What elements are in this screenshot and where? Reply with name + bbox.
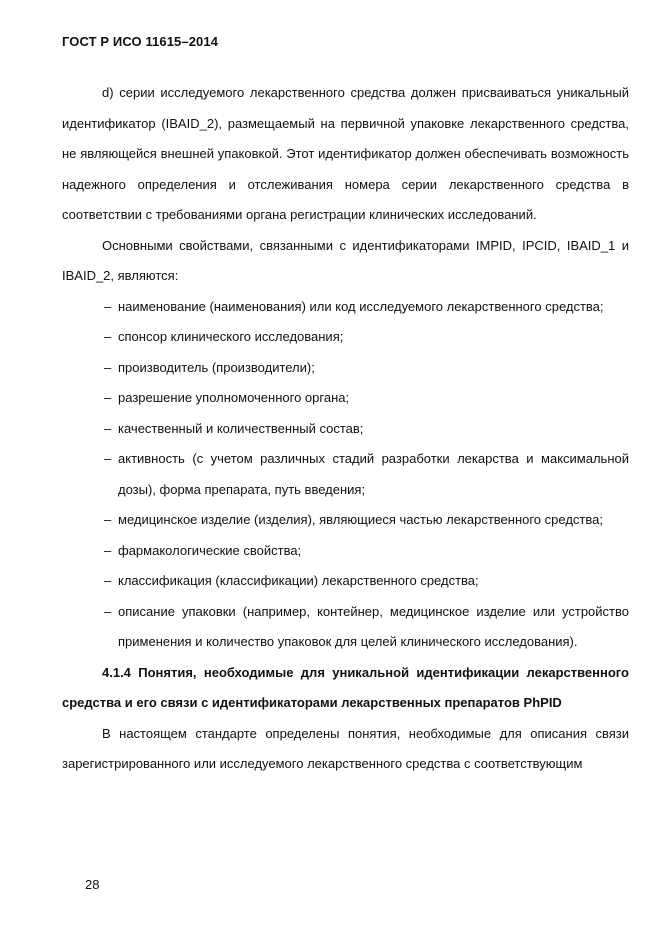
dash-marker: – — [104, 451, 112, 466]
dash-marker: – — [104, 512, 112, 527]
page-number: 28 — [85, 877, 100, 892]
list-item — [62, 353, 629, 384]
properties-list — [62, 292, 629, 658]
document-header: ГОСТ Р ИСО 11615–2014 — [62, 34, 219, 49]
dash-marker: – — [104, 329, 112, 344]
paragraph-d: d) серии исследуемого лекарственного средства должен присваиваться уникальный идентификатор (IBAID_2), размещаемый на первичной упаковке лекарственного средства, не являющейся внешней упаковкой. Этот идентификатор должен обеспечивать возможность надежного определения и отслеживания номера серии лекарственного средства в соответствии с требованиями органа регистрации клинических исследований. — [62, 85, 629, 222]
properties-intro: Основными свойствами, связанными с идентификаторами IMPID, IPCID, IBAID_1 и IBAID_2, являются: — [62, 237, 629, 283]
list-item-text: активность (с учетом различных стадий разработки лекарства и максимальной дозы), форма препарата, путь введения; — [118, 451, 629, 497]
dash-marker: – — [104, 420, 112, 436]
list-item-text: наименование (наименования) или код исследуемого лекарственного средства; — [118, 298, 604, 314]
dash-marker: – — [104, 359, 112, 375]
final-paragraph: В настоящем стандарте определены понятия, необходимые для описания связи зарегистрированного или исследуемого лекарственного средства с соответствующим — [62, 725, 629, 771]
list-item-text: разрешение уполномоченного органа; — [118, 390, 350, 405]
list-item-text: медицинское изделие (изделия), являющиеся частью лекарственного средства; — [118, 512, 603, 527]
dash-marker: – — [104, 603, 112, 619]
list-item-text: фармакологические свойства; — [118, 542, 302, 558]
section-heading: 4.1.4 Понятия, необходимые для уникальной идентификации лекарственного средства и его связи с идентификаторами лекарственных препаратов PhPID — [62, 664, 629, 710]
list-item — [62, 322, 629, 353]
list-item — [62, 292, 629, 323]
list-item — [62, 597, 629, 658]
dash-marker: – — [104, 542, 112, 558]
dash-marker: – — [104, 390, 112, 405]
list-item — [62, 383, 629, 414]
list-item-text: производитель (производители); — [118, 359, 315, 375]
list-item-text: качественный и количественный состав; — [118, 420, 364, 436]
list-item-text: описание упаковки (например, контейнер, медицинское изделие или устройство применения и количество упаковок для целей клинического исследования). — [118, 603, 629, 649]
list-item — [62, 444, 629, 505]
list-item — [62, 536, 629, 567]
list-item — [62, 566, 629, 597]
list-item-text: спонсор клинического исследования; — [118, 329, 344, 344]
list-item — [62, 414, 629, 445]
dash-marker: – — [104, 573, 112, 588]
list-item — [62, 505, 629, 536]
list-item-text: классификация (классификации) лекарственного средства; — [118, 573, 479, 588]
dash-marker: – — [104, 298, 112, 314]
document-body — [62, 78, 629, 780]
